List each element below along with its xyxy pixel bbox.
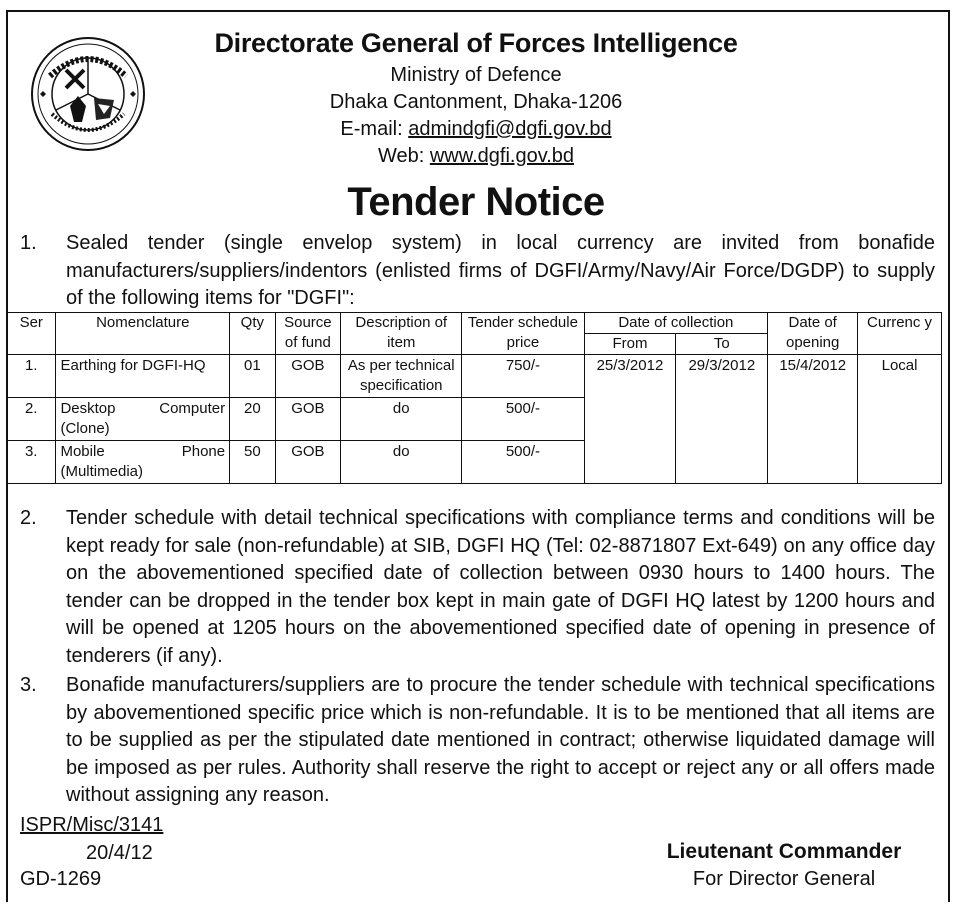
cell-price: 750/- [462,355,584,398]
organization-name: Directorate General of Forces Intelligence [214,28,738,58]
paragraph-text: Tender schedule with detail technical specifications with compliance terms and conditions will be kept ready for sale (non-refundable) at SIB, DGFI HQ (Tel: 02-8871807 Ext-649) on any office day on the abovementioned specified date of collection between 0930 hours to 1400 hours. The tender can be dropped in the tender box kept in main gate of DGFI HQ latest by 1200 hours and will be opened at 1205 hours on the abovementioned specified date of opening in presence of tenderers (if any). [66,507,935,667]
cell-qty: 20 [230,398,275,441]
cell-currency: Local [858,355,942,484]
header-from: From [584,334,676,355]
table-row [7,355,942,398]
cell-description: As per technical specification [341,355,462,398]
gd-number: GD-1269 [20,868,102,890]
table-header-row [7,313,942,334]
cell-opening-date: 15/4/2012 [768,355,858,484]
email-label: E-mail: [340,118,409,140]
header-description: Description of item [341,313,462,355]
cell-ser: 2. [7,398,56,441]
header-currency: Currenc y [858,313,942,355]
paragraph-number: 2. [20,507,37,529]
paragraph-2 [20,505,935,670]
signatory-designation: For Director General [692,868,876,890]
cell-name: Earthing for DGFI-HQ [56,355,230,398]
cell-name: Desktop Computer (Clone) [56,398,230,441]
paragraph-1 [20,230,935,313]
notice-title: Tender Notice [347,180,605,224]
header-to: To [676,334,768,355]
web-link[interactable]: www.dgfi.gov.bd [429,145,575,167]
cell-source: GOB [275,398,341,441]
email-link[interactable]: admindgfi@dgfi.gov.bd [408,118,612,140]
header-opening: Date of opening [768,313,858,355]
header-qty: Qty [230,313,275,355]
header-price: Tender schedule price [462,313,584,355]
address: Dhaka Cantonment, Dhaka-1206 [329,91,623,113]
paragraph-number: 1. [20,232,37,254]
cell-ser: 3. [7,441,56,484]
cell-price: 500/- [462,398,584,441]
cell-to-date: 29/3/2012 [676,355,768,484]
cell-qty: 50 [230,441,275,484]
ministry-name: Ministry of Defence [390,64,562,86]
email-line [0,118,952,141]
reference-number: ISPR/Misc/3141 [20,814,164,836]
web-label: Web: [377,145,430,167]
paragraph-number: 3. [20,674,37,696]
cell-source: GOB [275,355,341,398]
cell-name: Mobile Phone (Multimedia) [56,441,230,484]
header-source: Source of fund [275,313,341,355]
cell-ser: 1. [7,355,56,398]
paragraph-text: Bonafide manufacturers/suppliers are to procure the tender schedule with technical specifications by abovementioned specific price which is non-refundable. It is to be mentioned that all items are to be supplied as per the stipulated date mentioned in contract; otherwise liquidated damage will be imposed as per rules. Authority shall reserve the right to accept or reject any or all offers made without assigning any reason. [66,674,935,806]
tender-items-table [6,312,942,484]
header-collection: Date of collection [584,313,768,334]
paragraph-text: Sealed tender (single envelop system) in local currency are invited from bonafide manufacturers/suppliers/indentors (enlisted firms of DGFI/Army/Navy/Air Force/DGDP) to supply of the following items for "DGFI": [66,232,935,309]
cell-description: do [341,398,462,441]
paragraph-3 [20,672,935,810]
notice-date: 20/4/12 [86,842,153,864]
header-nomenclature: Nomenclature [56,313,230,355]
cell-from-date: 25/3/2012 [584,355,676,484]
cell-qty: 01 [230,355,275,398]
cell-price: 500/- [462,441,584,484]
header-ser: Ser [7,313,56,355]
signatory-rank: Lieutenant Commander [666,840,902,863]
cell-source: GOB [275,441,341,484]
web-line [0,145,952,168]
cell-description: do [341,441,462,484]
